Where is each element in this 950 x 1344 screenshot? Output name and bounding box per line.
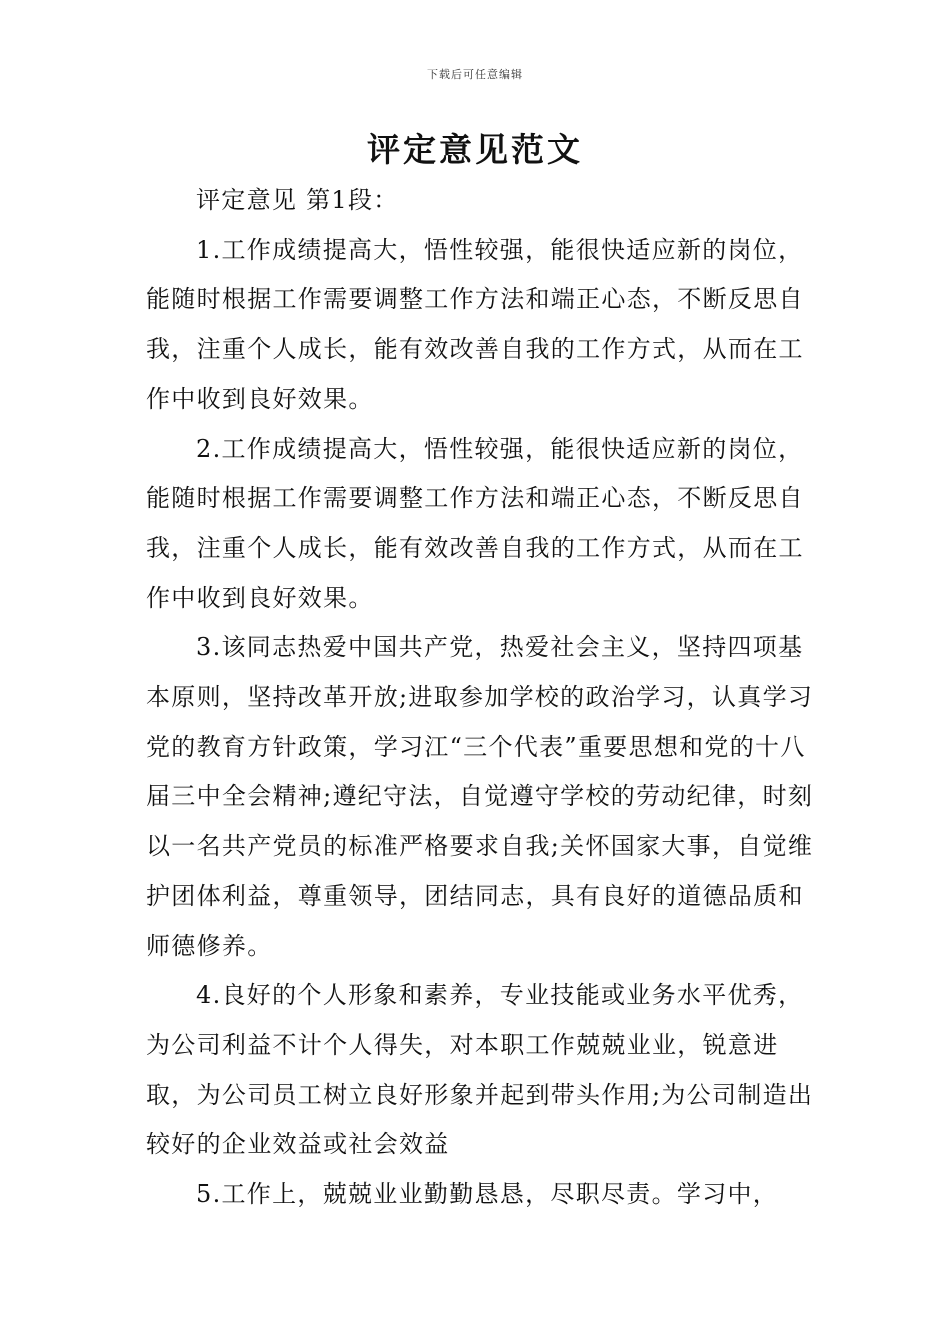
header-note: 下载后可任意编辑 <box>427 68 523 81</box>
paragraph-3: 3.该同志热爱中国共产党，热爱社会主义，坚持四项基本原则，坚持改革开放;进取参加学校的政治学习，认真学习党的教育方针政策，学习江“三个代表”重要思想和党的十八届三中全会精神;遵纪守法，自觉遵守学校的劳动纪律，时刻以一名共产党员的标准严格要求自我;关怀国家大事，自觉维护团体利益，尊重领导，团结同志，具有良好的道德品质和师德修养。 <box>146 633 814 960</box>
document-title: 评定意见范文 <box>367 130 583 169</box>
paragraph-2: 2.工作成绩提高大，悟性较强，能很快适应新的岗位，能随时根据工作需要调整工作方法和端正心态，不断反思自我，注重个人成长，能有效改善自我的工作方式，从而在工作中收到良好效果。 <box>146 434 804 612</box>
paragraph-4: 4.良好的个人形象和素养，专业技能或业务水平优秀，为公司利益不计个人得失，对本职工作兢兢业业，锐意进取，为公司员工树立良好形象并起到带头作用;为公司制造出较好的企业效益或社会效益 <box>146 981 814 1159</box>
paragraph-5: 5.工作上，兢兢业业勤勤恳恳，尽职尽责。学习中， <box>196 1180 779 1209</box>
section-heading: 评定意见 第1段： <box>196 186 399 214</box>
document-body <box>146 176 826 1220</box>
paragraph-1: 1.工作成绩提高大，悟性较强，能很快适应新的岗位，能随时根据工作需要调整工作方法和端正心态，不断反思自我，注重个人成长，能有效改善自我的工作方式，从而在工作中收到良好效果。 <box>146 235 804 413</box>
